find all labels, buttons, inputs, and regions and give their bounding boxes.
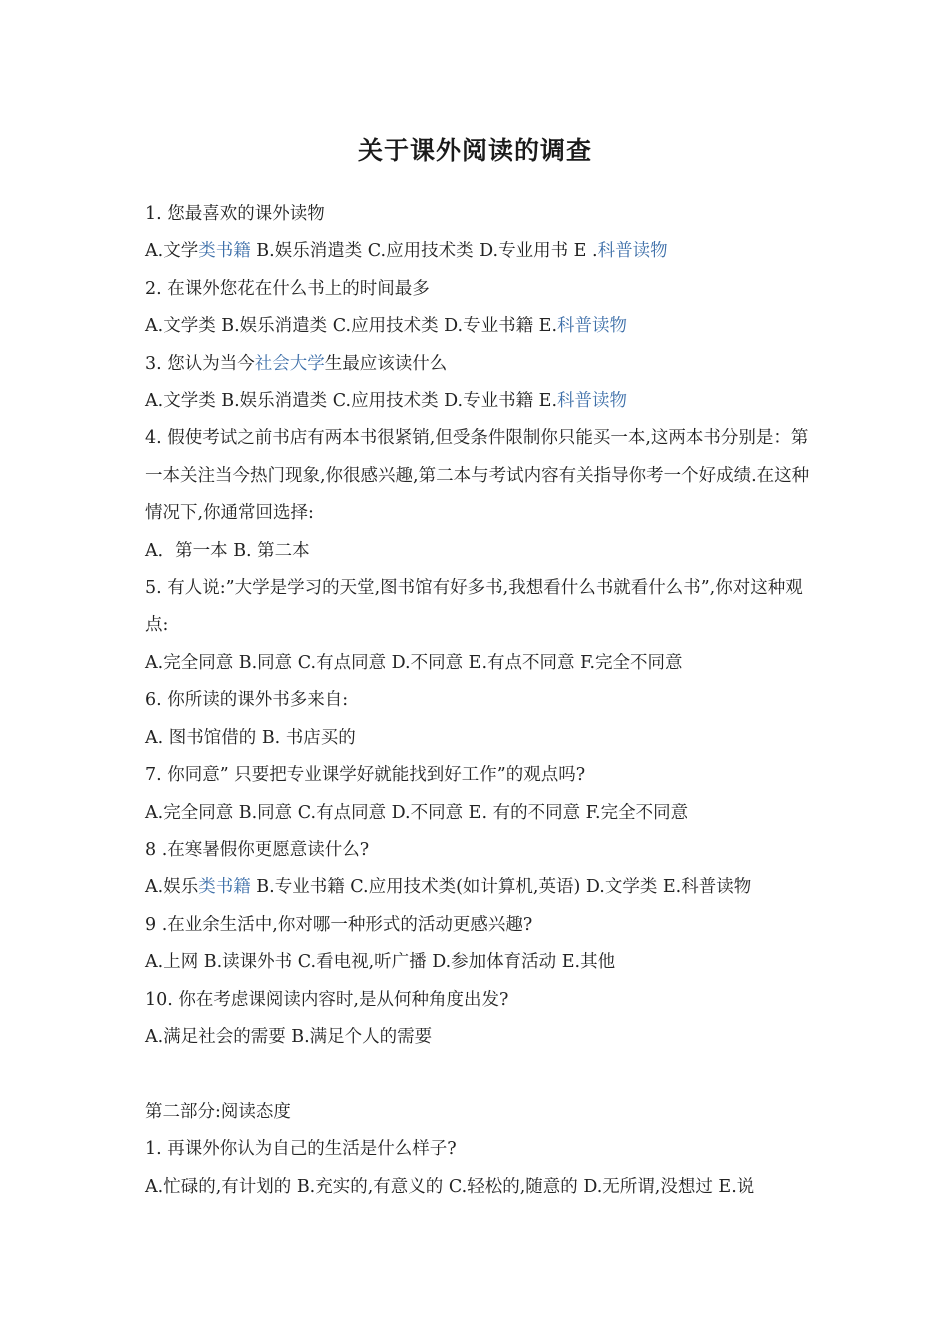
question-9: 9 .在业余生活中,你对哪一种形式的活动更感兴趣? [145,914,533,935]
answer-6: A. 图书馆借的 B. 书店买的 [145,727,356,748]
answer-8: A.娱乐类书籍 B.专业书籍 C.应用技术类(如计算机,英语) D.文学类 E.科普读物 [145,877,752,898]
paragraph-gap [145,1056,815,1093]
answer-7: A.完全同意 B.同意 C.有点同意 D.不同意 E. 有的不同意 F.完全不同意 [145,802,689,823]
link-popular-science[interactable]: 科普读物 [597,241,668,262]
link-popular-science[interactable]: 科普读物 [557,391,628,412]
question-4: 4. 假使考试之前书店有两本书很紧销,但受条件限制你只能买一本,这两本书分别是：第一本关注当今热门现象,你很感兴趣,第二本与考试内容有关指导你考一个好成绩.在这种情况下,你通常回选择: [145,428,810,524]
survey-body [145,196,815,1206]
question-2: 2. 在课外您花在什么书上的时间最多 [145,278,430,299]
answer-10: A.满足社会的需要 B.满足个人的需要 [145,1026,433,1047]
question-10: 10. 你在考虑课阅读内容时,是从何种角度出发? [145,989,509,1010]
question-8: 8 .在寒暑假你更愿意读什么? [145,839,370,860]
answer-4: A．第一本 B. 第二本 [145,540,310,561]
section2-answer-1: A.忙碌的,有计划的 B.充实的,有意义的 C.轻松的,随意的 D.无所谓,没想过 E.说 [145,1176,755,1197]
question-1: 1. 您最喜欢的课外读物 [145,204,325,224]
question-6: 6. 你所读的课外书多来自: [145,690,349,711]
question-5: 5. 有人说:”大学是学习的天堂,图书馆有好多书,我想看什么书就看什么书”,你对这种观点: [145,578,803,636]
section2-question-1: 1. 再课外你认为自己的生活是什么样子? [145,1139,457,1160]
answer-1: A.文学类书籍 B.娱乐消遣类 C.应用技术类 D.专业用书 E .科普读物 [145,241,668,262]
section-heading: 第二部分:阅读态度 [145,1101,291,1122]
link-social-university[interactable]: 社会大学 [254,353,325,374]
page-title: 关于课外阅读的调查 [357,136,592,165]
question-3: 3. 您认为当今社会大学生最应该读什么 [145,353,448,374]
link-books[interactable]: 类书籍 [198,877,251,898]
link-books[interactable]: 类书籍 [198,241,251,262]
answer-9: A.上网 B.读课外书 C.看电视,听广播 D.参加体育活动 E.其他 [145,952,616,973]
link-popular-science[interactable]: 科普读物 [557,316,628,337]
question-7: 7. 你同意” 只要把专业课学好就能找到好工作”的观点吗? [145,765,586,786]
answer-2: A.文学类 B.娱乐消遣类 C.应用技术类 D.专业书籍 E.科普读物 [145,316,628,337]
answer-3: A.文学类 B.娱乐消遣类 C.应用技术类 D.专业书籍 E.科普读物 [145,391,628,412]
answer-5: A.完全同意 B.同意 C.有点同意 D.不同意 E.有点不同意 F.完全不同意 [145,652,683,673]
